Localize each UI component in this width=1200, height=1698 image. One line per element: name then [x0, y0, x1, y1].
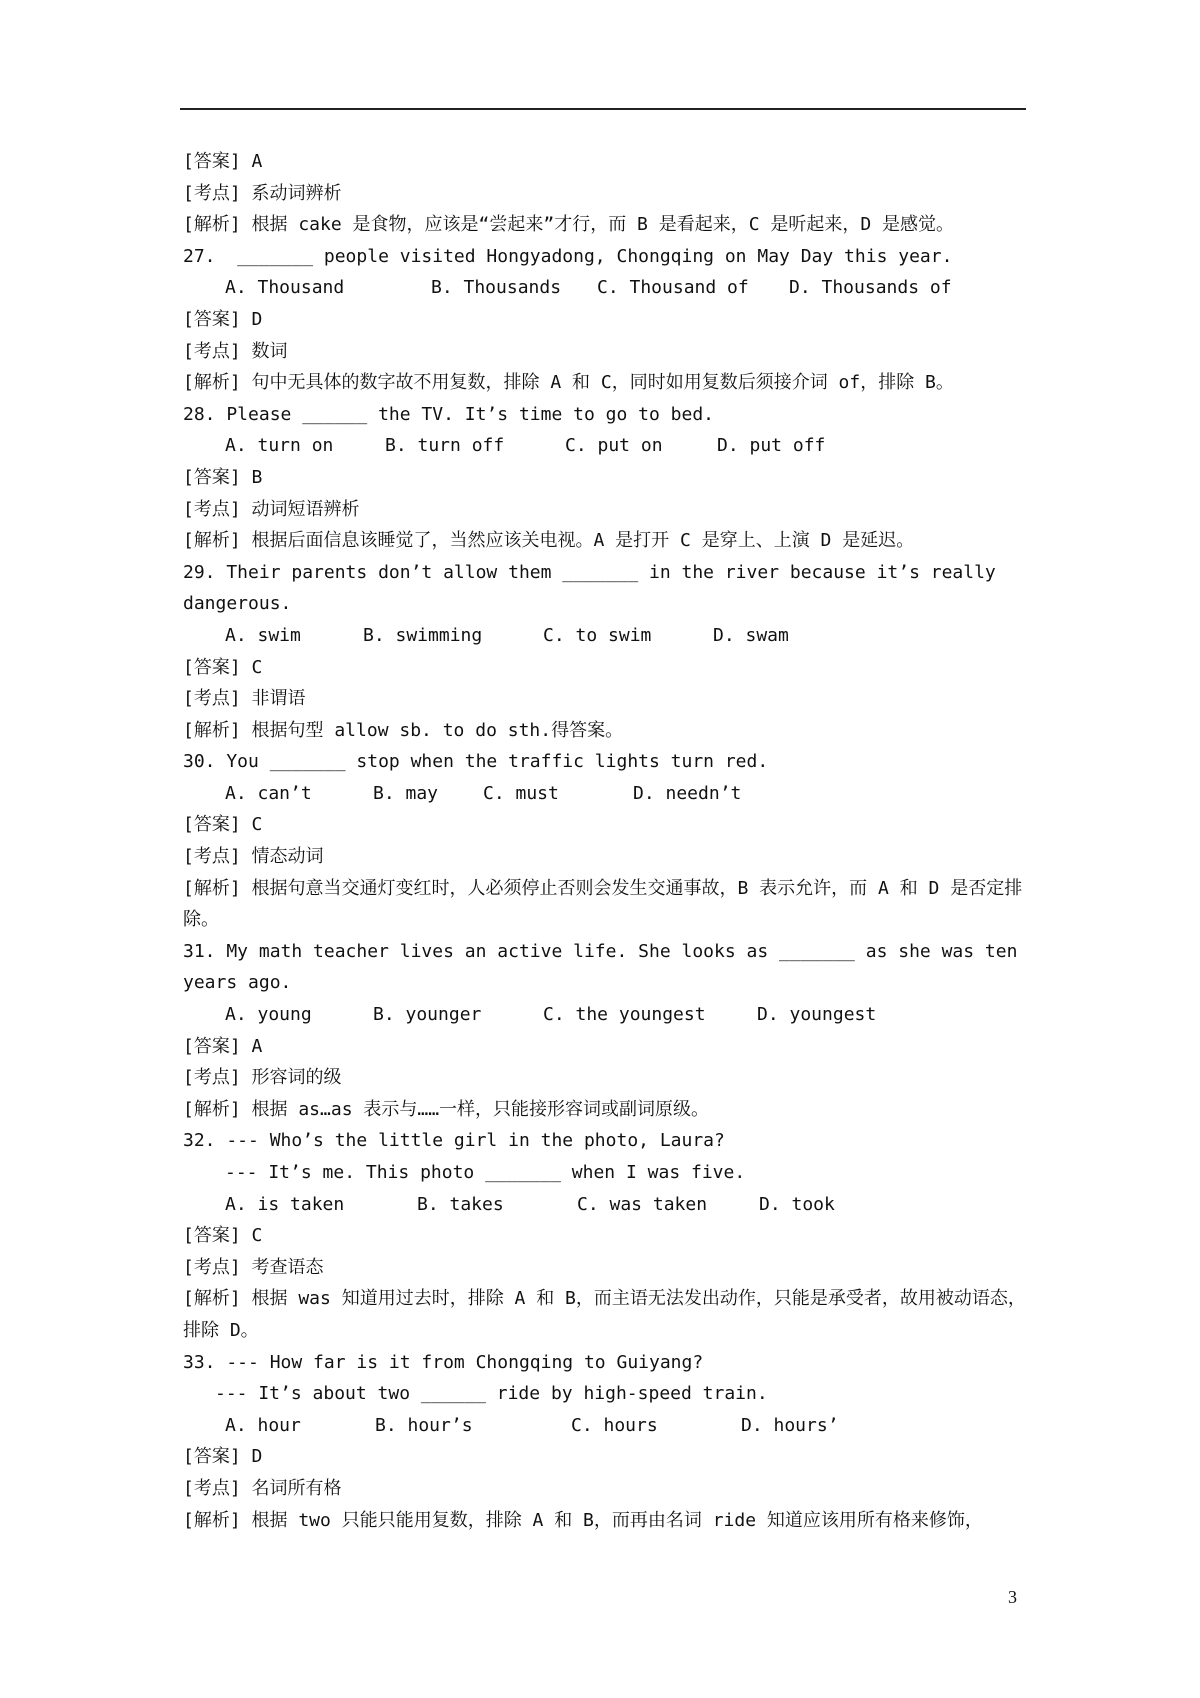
point-line: [考点] 数词 — [183, 340, 288, 362]
analysis-line: [解析] 根据 two 只能只能用复数，排除 A 和 B，而再由名词 ride 知道应该用所有格来修饰， — [183, 1509, 983, 1531]
question-stem-reply: --- It’s about two ______ ride by high-speed train. — [215, 1383, 768, 1405]
option-b: B. hour’s — [375, 1414, 473, 1436]
question-stem: 27. _______ people visited Hongyadong, Chongqing on May Day this year. — [183, 245, 953, 267]
question-stem-reply: --- It’s me. This photo _______ when I was five. — [225, 1162, 746, 1183]
option-a: A. can’t — [225, 782, 312, 804]
option-b: B. younger — [373, 1004, 482, 1026]
option-c: C. put on — [565, 435, 663, 457]
option-d: D. hours’ — [741, 1414, 839, 1436]
option-row — [183, 430, 1028, 462]
option-c: C. hours — [571, 1414, 658, 1436]
point-line: [考点] 名词所有格 — [183, 1477, 342, 1499]
point-line: [考点] 非谓语 — [183, 688, 306, 710]
option-d: D. Thousands of — [789, 277, 952, 299]
option-a: A. turn on — [225, 435, 334, 457]
answer-line: [答案] D — [183, 1446, 263, 1468]
option-row — [183, 1189, 1028, 1221]
question-list — [183, 146, 1028, 1536]
option-d: D. youngest — [757, 1004, 877, 1026]
analysis-line: [解析] 句中无具体的数字故不用复数，排除 A 和 C，同时如用复数后须接介词 of，排除 B。 — [183, 372, 954, 394]
option-b: B. turn off — [385, 435, 505, 457]
option-row — [183, 999, 1028, 1031]
analysis-line: [解析] 根据后面信息该睡觉了，当然应该关电视。A 是打开 C 是穿上、上演 D 是延迟。 — [183, 530, 915, 552]
option-a: A. is taken — [225, 1193, 345, 1215]
page-number: 3 — [1008, 1587, 1017, 1607]
question-stem: 33. --- How far is it from Chongqing to Guiyang? — [183, 1351, 704, 1373]
option-c: C. was taken — [577, 1193, 708, 1215]
option-b: B. may — [373, 782, 439, 804]
header-rule — [180, 108, 1026, 110]
option-c: C. to swim — [543, 624, 652, 646]
point-line: [考点] 形容词的级 — [183, 1067, 342, 1089]
point-line: [考点] 系动词辨析 — [183, 182, 342, 204]
question-stem: 30. You _______ stop when the traffic lights turn red. — [183, 751, 769, 773]
option-d: D. took — [759, 1193, 835, 1215]
answer-line: [答案] C — [183, 656, 263, 678]
analysis-line: [解析] 根据 was 知道用过去时，排除 A 和 B，而主语无法发出动作，只能是承受者，故用被动语态，排除 D。 — [183, 1288, 1026, 1341]
option-c: C. the youngest — [543, 1004, 706, 1026]
option-a: A. swim — [225, 624, 301, 646]
question-stem: 32. --- Who’s the little girl in the photo, Laura? — [183, 1130, 725, 1152]
answer-line: [答案] C — [183, 814, 263, 836]
option-row — [183, 620, 1028, 652]
answer-line: [答案] D — [183, 308, 263, 330]
option-a: A. hour — [225, 1414, 301, 1436]
option-row — [183, 778, 1028, 810]
analysis-line: [解析] 根据 cake 是食物，应该是“尝起来”才行，而 B 是看起来，C 是听起来，D 是感觉。 — [183, 214, 955, 236]
option-c: C. must — [483, 782, 559, 804]
option-b: B. swimming — [363, 624, 483, 646]
option-row — [183, 1410, 1028, 1442]
answer-line: [答案] A — [183, 151, 263, 172]
option-d: D. needn’t — [633, 782, 742, 804]
analysis-line: [解析] 根据句意当交通灯变红时，人必须停止否则会发生交通事故，B 表示允许，而 A 和 D 是否定排除。 — [183, 877, 1023, 931]
option-b: B. Thousands — [431, 277, 562, 299]
point-line: [考点] 情态动词 — [183, 846, 324, 868]
point-line: [考点] 动词短语辨析 — [183, 498, 360, 520]
analysis-line: [解析] 根据句型 allow sb. to do sth.得答案。 — [183, 719, 624, 741]
question-stem: 28. Please ______ the TV. It’s time to go to bed. — [183, 403, 715, 425]
option-d: D. swam — [713, 624, 789, 646]
option-d: D. put off — [717, 435, 826, 457]
option-row — [183, 272, 1028, 304]
answer-line: [答案] C — [183, 1225, 263, 1247]
answer-line: [答案] A — [183, 1035, 263, 1057]
option-a: A. young — [225, 1004, 312, 1026]
analysis-line: [解析] 根据 as…as 表示与……一样，只能接形容词或副词原级。 — [183, 1098, 710, 1120]
option-c: C. Thousand of — [597, 277, 749, 299]
answer-line: [答案] B — [183, 466, 263, 488]
point-line: [考点] 考查语态 — [183, 1256, 324, 1278]
option-b: B. takes — [417, 1193, 504, 1215]
question-stem: 29. Their parents don’t allow them _______ in the river because it’s really dangerous. — [183, 561, 996, 615]
option-a: A. Thousand — [225, 277, 345, 299]
question-stem: 31. My math teacher lives an active life. She looks as _______ as she was ten years ago. — [183, 940, 1018, 994]
